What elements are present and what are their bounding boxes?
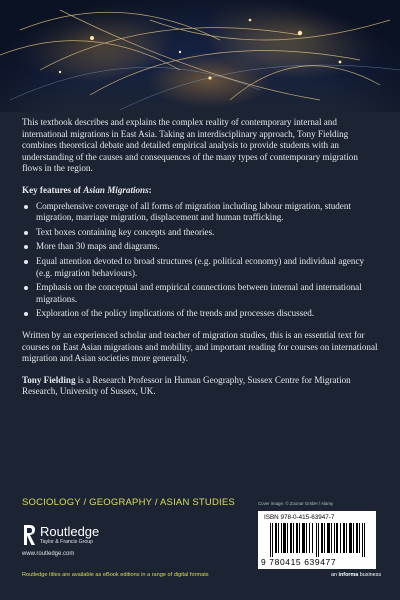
bullet-icon [24, 245, 28, 249]
bullet-icon [24, 312, 28, 316]
cover-image-credit: Cover image: © Zoonar GmbH / Alamy [258, 501, 334, 506]
publisher-group: Taylor & Francis Group [40, 539, 94, 545]
informa-business-mark: an informa business [331, 572, 382, 578]
features-heading: Key features of Asian Migrations: [22, 184, 152, 195]
bullet-icon [24, 286, 28, 290]
publisher-url: www.routledge.com [22, 551, 75, 557]
cover-photo-globe [0, 0, 400, 112]
subject-categories: SOCIOLOGY / GEOGRAPHY / ASIAN STUDIES [22, 497, 235, 508]
feature-item: Exploration of the policy implications of the trends and processes discussed. [22, 308, 378, 320]
book-title-italic: Asian Migrations [83, 184, 149, 195]
bullet-icon [24, 260, 28, 264]
barcode-icon [270, 523, 366, 557]
ebook-availability-note: Routledge titles are available as eBook editions in a range of digital formats [22, 572, 209, 578]
feature-item: Emphasis on the conceptual and empirical connections between internal and international migrations. [22, 282, 378, 305]
intro-paragraph: This textbook describes and explains the complex reality of contemporary internal and international migrations in East Asia. Taking an interdisciplinary approach, Tony Fielding combines theoretical debate and detailed empirical analysis to provide students with an understanding of the causes and consequences of the many types of contemporary migration flows in the region. [22, 117, 358, 174]
routledge-r-icon [22, 524, 36, 546]
feature-item: Comprehensive coverage of all forms of migration including labour migration, student migration, marriage migration, displacement and human trafficking. [22, 201, 378, 224]
barcode-panel [258, 511, 376, 569]
network-lines-graphic [0, 0, 400, 112]
closing-paragraph: Written by an experienced scholar and teacher of migration studies, this is an essential text for courses on East Asian migrations and mobility, and important reading for courses on international migration and Asian societies more generally. [22, 329, 378, 364]
barcode-digits: 9 780415 639477 [261, 557, 337, 567]
feature-item: Text boxes containing key concepts and theories. [22, 227, 378, 239]
features-list [22, 201, 378, 320]
publisher-name: Routledge [40, 524, 100, 539]
bullet-icon [24, 205, 28, 209]
author-name: Tony Fielding [22, 374, 76, 385]
feature-item: More than 30 maps and diagrams. [22, 241, 378, 253]
bullet-icon [24, 231, 28, 235]
feature-item: Equal attention devoted to broad structures (e.g. political economy) and individual agency (e.g. migration behaviours). [22, 256, 378, 279]
back-cover-blurb [22, 117, 378, 408]
isbn-label: ISBN 978-0-415-63947-7 [264, 514, 335, 521]
publisher-logo [22, 523, 142, 563]
author-bio: Tony Fielding is a Research Professor in Human Geography, Sussex Centre for Migration Research, University of Sussex, UK. [22, 374, 351, 397]
